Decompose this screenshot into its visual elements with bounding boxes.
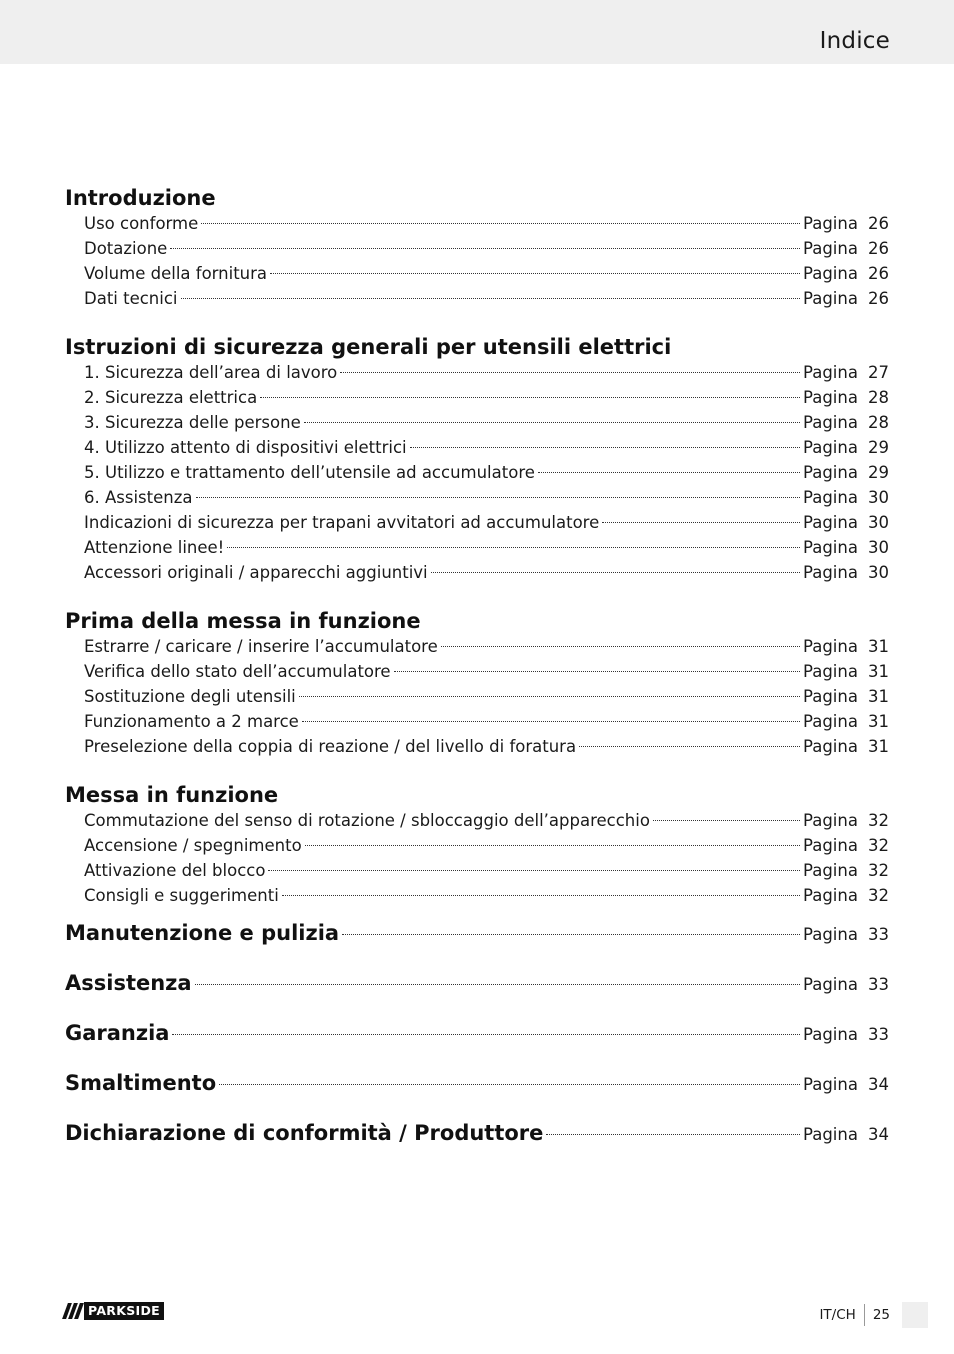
page-number: 27 xyxy=(868,363,889,382)
page-word: Pagina xyxy=(803,1125,858,1144)
page-number: 30 xyxy=(868,488,889,507)
page-word: Pagina xyxy=(803,563,858,582)
page-footer xyxy=(819,1302,928,1328)
toc-entry[interactable] xyxy=(65,734,889,759)
page-word: Pagina xyxy=(803,388,858,407)
page-word: Pagina xyxy=(803,239,858,258)
entry-label: Dotazione xyxy=(84,239,168,258)
entry-label: 1. Sicurezza dell’area di lavoro xyxy=(84,363,338,382)
dot-leader xyxy=(410,447,800,448)
entry-label: Consigli e suggerimenti xyxy=(84,886,279,905)
heading-label: Smaltimento xyxy=(65,1071,217,1095)
section-heading: Messa in funzione xyxy=(65,783,279,807)
entry-label: 5. Utilizzo e trattamento dell’utensile ad accumulatore xyxy=(84,463,535,482)
entry-label: Uso conforme xyxy=(84,214,199,233)
entry-label: Funzionamento a 2 marce xyxy=(84,712,299,731)
dot-leader xyxy=(195,984,800,985)
page-number: 32 xyxy=(868,861,889,880)
page-number: 29 xyxy=(868,438,889,457)
dot-leader xyxy=(270,273,800,274)
page-word: Pagina xyxy=(803,214,858,233)
page-number: 32 xyxy=(868,836,889,855)
entry-label: 2. Sicurezza elettrica xyxy=(84,388,258,407)
page-word: Pagina xyxy=(803,1025,858,1044)
page-word: Pagina xyxy=(803,811,858,830)
dot-leader xyxy=(538,472,800,473)
page-word: Pagina xyxy=(803,712,858,731)
toc-entry[interactable] xyxy=(65,435,889,460)
page-title: Indice xyxy=(819,28,890,54)
entry-label: Attenzione linee! xyxy=(84,538,225,557)
dot-leader xyxy=(579,746,800,747)
dot-leader xyxy=(342,934,800,935)
toc-entry[interactable] xyxy=(65,709,889,734)
dot-leader xyxy=(340,372,800,373)
dot-leader xyxy=(219,1084,800,1085)
dot-leader xyxy=(181,298,800,299)
page-word: Pagina xyxy=(803,836,858,855)
page-word: Pagina xyxy=(803,662,858,681)
toc-entry[interactable] xyxy=(65,211,889,236)
toc-entry[interactable] xyxy=(65,410,889,435)
entry-label: Preselezione della coppia di reazione / del livello di foratura xyxy=(84,737,577,756)
toc-entry[interactable] xyxy=(65,485,889,510)
page-number: 28 xyxy=(868,413,889,432)
page-number: 33 xyxy=(868,925,889,944)
entry-label: Commutazione del senso di rotazione / sbloccaggio dell’apparecchio xyxy=(84,811,650,830)
toc-section-sicurezza xyxy=(65,335,889,585)
toc-entry[interactable] xyxy=(65,858,889,883)
page-number: 31 xyxy=(868,687,889,706)
page-word: Pagina xyxy=(803,264,858,283)
page-number: 26 xyxy=(868,264,889,283)
entry-label: Sostituzione degli utensili xyxy=(84,687,296,706)
page-number: 30 xyxy=(868,538,889,557)
toc-entry[interactable] xyxy=(65,535,889,560)
page-number: 33 xyxy=(868,975,889,994)
section-heading: Istruzioni di sicurezza generali per utensili elettrici xyxy=(65,335,672,359)
footer-tab-box xyxy=(902,1302,928,1328)
language-code: IT/CH xyxy=(819,1304,864,1326)
entry-label: Estrarre / caricare / inserire l’accumulatore xyxy=(84,637,438,656)
dot-leader xyxy=(172,1034,800,1035)
entry-label: Dati tecnici xyxy=(84,289,178,308)
toc-entry[interactable] xyxy=(65,460,889,485)
header-band xyxy=(0,0,954,64)
page-word: Pagina xyxy=(803,513,858,532)
dot-leader xyxy=(227,547,800,548)
toc-entry[interactable] xyxy=(65,833,889,858)
dot-leader xyxy=(260,397,800,398)
entry-label: 4. Utilizzo attento di dispositivi elettrici xyxy=(84,438,407,457)
toc-heading-entry[interactable] xyxy=(65,1108,889,1158)
page-number: 31 xyxy=(868,637,889,656)
toc-entry[interactable] xyxy=(65,659,889,684)
dot-leader xyxy=(299,696,800,697)
page-number-footer: 25 xyxy=(872,1307,890,1323)
page-word: Pagina xyxy=(803,687,858,706)
page-word: Pagina xyxy=(803,463,858,482)
entry-label: Accessori originali / apparecchi aggiuntivi xyxy=(84,563,428,582)
page-number: 31 xyxy=(868,662,889,681)
page-number: 31 xyxy=(868,737,889,756)
toc-entry[interactable] xyxy=(65,236,889,261)
page-number: 29 xyxy=(868,463,889,482)
toc-heading-entry[interactable] xyxy=(65,1008,889,1058)
toc-entry[interactable] xyxy=(65,385,889,410)
page-word: Pagina xyxy=(803,413,858,432)
dot-leader xyxy=(431,572,800,573)
page-number: 34 xyxy=(868,1075,889,1094)
entry-label: Attivazione del blocco xyxy=(84,861,266,880)
heading-label: Manutenzione e pulizia xyxy=(65,921,340,945)
brand-logo xyxy=(65,1302,177,1320)
page-word: Pagina xyxy=(803,1075,858,1094)
brand-name: PARKSIDE xyxy=(84,1302,164,1320)
entry-label: Verifica dello stato dell’accumulatore xyxy=(84,662,391,681)
page-word: Pagina xyxy=(803,886,858,905)
entry-label: Accensione / spegnimento xyxy=(84,836,302,855)
page-word: Pagina xyxy=(803,538,858,557)
dot-leader xyxy=(394,671,800,672)
toc-entry[interactable] xyxy=(65,883,889,908)
page-word: Pagina xyxy=(803,289,858,308)
page-number: 31 xyxy=(868,712,889,731)
dot-leader xyxy=(268,870,800,871)
page-number: 26 xyxy=(868,239,889,258)
page-word: Pagina xyxy=(803,438,858,457)
toc-entry[interactable] xyxy=(65,261,889,286)
section-heading: Introduzione xyxy=(65,186,216,210)
dot-leader xyxy=(653,820,800,821)
toc-heading-entry[interactable] xyxy=(65,1058,889,1108)
toc-entry[interactable] xyxy=(65,560,889,585)
dot-leader xyxy=(546,1134,800,1135)
page-number: 32 xyxy=(868,811,889,830)
dot-leader xyxy=(305,845,800,846)
heading-label: Dichiarazione di conformità / Produttore xyxy=(65,1121,544,1145)
dot-leader xyxy=(201,223,800,224)
heading-label: Assistenza xyxy=(65,971,192,995)
page-number: 28 xyxy=(868,388,889,407)
toc-entry[interactable] xyxy=(65,808,889,833)
page-word: Pagina xyxy=(803,975,858,994)
logo-slashes-icon xyxy=(65,1302,81,1320)
page-word: Pagina xyxy=(803,925,858,944)
toc-entry[interactable] xyxy=(65,286,889,311)
dot-leader xyxy=(441,646,800,647)
page-number: 30 xyxy=(868,563,889,582)
page-number: 34 xyxy=(868,1125,889,1144)
page-number: 33 xyxy=(868,1025,889,1044)
toc-section-prima xyxy=(65,609,889,759)
entry-label: Indicazioni di sicurezza per trapani avvitatori ad accumulatore xyxy=(84,513,600,532)
entry-label: 6. Assistenza xyxy=(84,488,193,507)
dot-leader xyxy=(196,497,801,498)
toc-entry[interactable] xyxy=(65,510,889,535)
toc-section-messa xyxy=(65,783,889,908)
entry-label: Volume della fornitura xyxy=(84,264,268,283)
page-number: 26 xyxy=(868,289,889,308)
toc-heading-entry[interactable] xyxy=(65,958,889,1008)
table-of-contents xyxy=(65,186,889,1158)
toc-section-introduzione xyxy=(65,186,889,311)
toc-entry[interactable] xyxy=(65,634,889,659)
dot-leader xyxy=(602,522,800,523)
dot-leader xyxy=(282,895,800,896)
page-word: Pagina xyxy=(803,861,858,880)
entry-label: 3. Sicurezza delle persone xyxy=(84,413,301,432)
heading-label: Garanzia xyxy=(65,1021,170,1045)
toc-heading-entry[interactable] xyxy=(65,908,889,958)
toc-entry[interactable] xyxy=(65,684,889,709)
page-word: Pagina xyxy=(803,363,858,382)
page-number: 32 xyxy=(868,886,889,905)
dot-leader xyxy=(304,422,800,423)
toc-entry[interactable] xyxy=(65,360,889,385)
section-heading: Prima della messa in funzione xyxy=(65,609,421,633)
page-number: 30 xyxy=(868,513,889,532)
page-word: Pagina xyxy=(803,637,858,656)
page-number: 26 xyxy=(868,214,889,233)
dot-leader xyxy=(170,248,800,249)
dot-leader xyxy=(302,721,800,722)
page-word: Pagina xyxy=(803,488,858,507)
page-word: Pagina xyxy=(803,737,858,756)
